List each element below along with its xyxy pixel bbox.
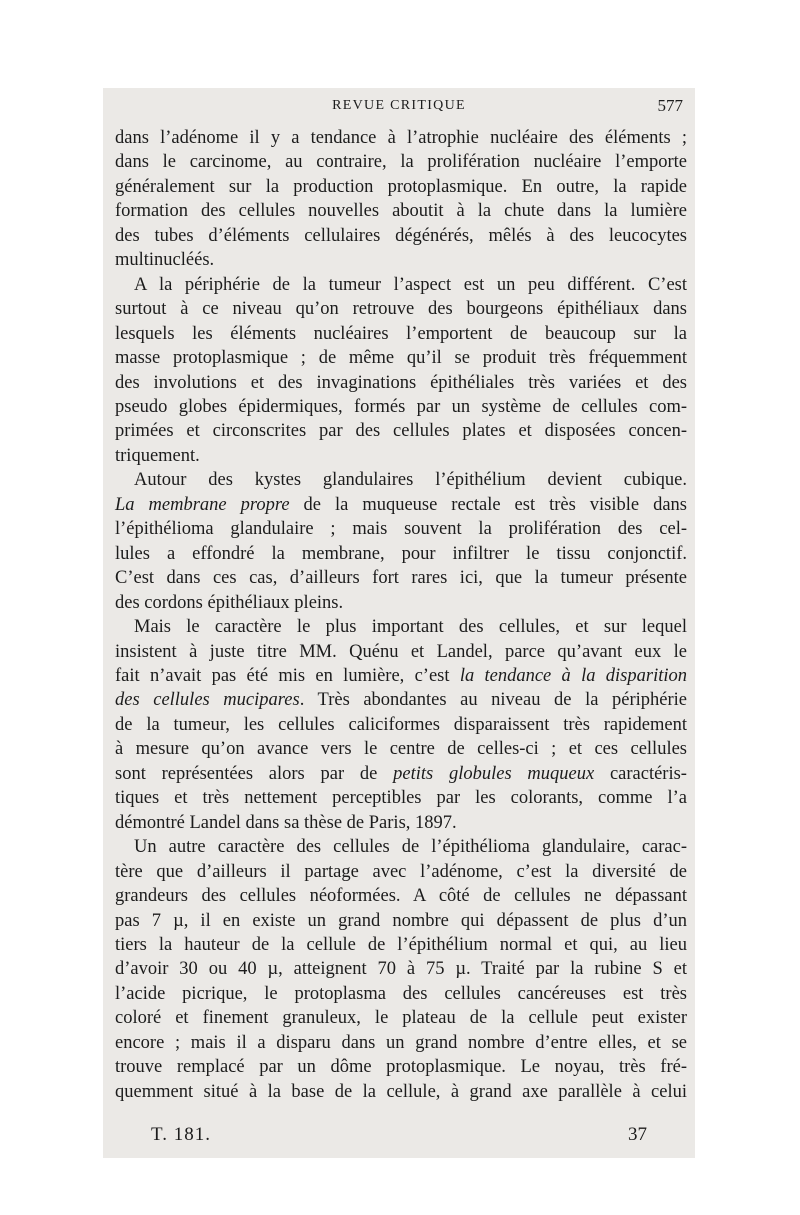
text-line: triquement. <box>115 445 200 466</box>
text-line: à mesure qu’on avance vers le centre de celles-ci ; et ces cellules <box>115 739 687 760</box>
text-line: Autour des kystes glandulaires l’épithélium devient cubique. <box>134 470 687 491</box>
text-line: tère que d’ailleurs il partage avec l’adénome, c’est la diversité de <box>115 861 687 882</box>
text-line: insistent à juste titre MM. Quénu et Landel, parce qu’avant eux le <box>115 641 687 662</box>
page-header <box>103 94 695 120</box>
text-line: des involutions et des invaginations épithéliales très variées et des <box>115 372 687 393</box>
paragraph-2 <box>115 273 687 469</box>
signature-number: 37 <box>628 1124 647 1145</box>
text-line <box>115 762 687 786</box>
text-run: . Très abondantes au niveau de la périphérie <box>299 690 687 711</box>
text-line: coloré et finement granuleux, le plateau de la cellule peut exister <box>115 1008 687 1029</box>
page-footer <box>103 1118 695 1158</box>
text-line: tiers la hauteur de la cellule de l’épithélium normal et qui, au lieu <box>115 934 687 955</box>
text-line: multinucléés. <box>115 250 215 271</box>
text-line: tiques et très nettement perceptibles par les colorants, comme l’a <box>115 788 687 809</box>
italic-phrase: La membrane propre <box>115 494 290 515</box>
text-line: encore ; mais il a disparu dans un grand nombre d’entre elles, et se <box>115 1032 687 1053</box>
text-line: grandeurs des cellules néoformées. A côté de cellules ne dépassant <box>115 886 687 907</box>
text-line: lesquels les éléments nucléaires l’emportent de beaucoup sur la <box>115 323 687 344</box>
italic-phrase: des cellules mucipares <box>115 690 300 711</box>
running-head: REVUE CRITIQUE <box>332 98 466 113</box>
text-line: quemment situé à la base de la cellule, à grand axe parallèle à celui <box>115 1081 687 1102</box>
page-scan <box>103 88 695 1158</box>
text-line: Un autre caractère des cellules de l’épithélioma glandulaire, carac- <box>134 837 687 858</box>
text-line: généralement sur la production protoplasmique. En outre, la rapide <box>115 176 687 197</box>
text-line: d’avoir 30 ou 40 µ, atteignent 70 à 75 µ. Traité par la rubine S et <box>115 959 687 980</box>
text-line: primées et circonscrites par des cellules plates et disposées concen- <box>115 421 687 442</box>
italic-phrase: petits globules muqueux <box>393 763 595 784</box>
text-line <box>115 664 687 688</box>
italic-phrase: la tendance à la disparition <box>459 665 687 686</box>
text-run: de la muqueuse rectale est très visible dans <box>289 494 687 515</box>
text-run: fait n’avait pas été mis en lumière, c’est <box>115 665 460 686</box>
volume-mark: T. 181. <box>151 1124 211 1145</box>
paragraph-1 <box>115 126 687 273</box>
body-text <box>115 126 687 1104</box>
text-line: l’acide picrique, le protoplasma des cellules cancéreuses est très <box>115 983 687 1004</box>
paragraph-5 <box>115 835 687 1104</box>
text-line: C’est dans ces cas, d’ailleurs fort rares ici, que la tumeur présente <box>115 568 687 589</box>
paragraph-4 <box>115 615 687 835</box>
text-run: sont représentées alors par de <box>115 763 394 784</box>
text-line: dans l’adénome il y a tendance à l’atrophie nucléaire des éléments ; <box>115 128 687 148</box>
text-line: l’épithélioma glandulaire ; mais souvent la prolifération des cel- <box>115 519 687 540</box>
text-line: des cordons épithéliaux pleins. <box>115 592 344 613</box>
text-line: des tubes d’éléments cellulaires dégénérés, mêlés à des leucocytes <box>115 225 687 246</box>
text-line: formation des cellules nouvelles aboutit à la chute dans la lumière <box>115 201 687 222</box>
text-line: de la tumeur, les cellules caliciformes disparaissent très rapidement <box>115 714 687 735</box>
text-line: trouve remplacé par un dôme protoplasmique. Le noyau, très fré- <box>115 1057 687 1078</box>
paragraph-3 <box>115 468 687 615</box>
text-line: Mais le caractère le plus important des cellules, et sur lequel <box>134 617 687 638</box>
text-line: A la périphérie de la tumeur l’aspect est un peu différent. C’est <box>134 274 687 295</box>
text-line: pas 7 µ, il en existe un grand nombre qui dépassent de plus d’un <box>115 910 687 931</box>
text-line <box>115 688 687 712</box>
text-line: pseudo globes épidermiques, formés par un système de cellules com- <box>115 396 687 417</box>
text-line: lules a effondré la membrane, pour infiltrer le tissu conjonctif. <box>115 543 687 564</box>
text-line: masse protoplasmique ; de même qu’il se produit très fréquemment <box>115 348 687 369</box>
page-number: 577 <box>657 96 683 115</box>
text-line: surtout à ce niveau qu’on retrouve des bourgeons épithéliaux dans <box>115 299 687 320</box>
text-line <box>115 493 687 517</box>
text-line: dans le carcinome, au contraire, la prolifération nucléaire l’emporte <box>115 152 687 173</box>
text-run: caractéris- <box>594 763 687 784</box>
text-line: démontré Landel dans sa thèse de Paris, 1897. <box>115 812 457 833</box>
